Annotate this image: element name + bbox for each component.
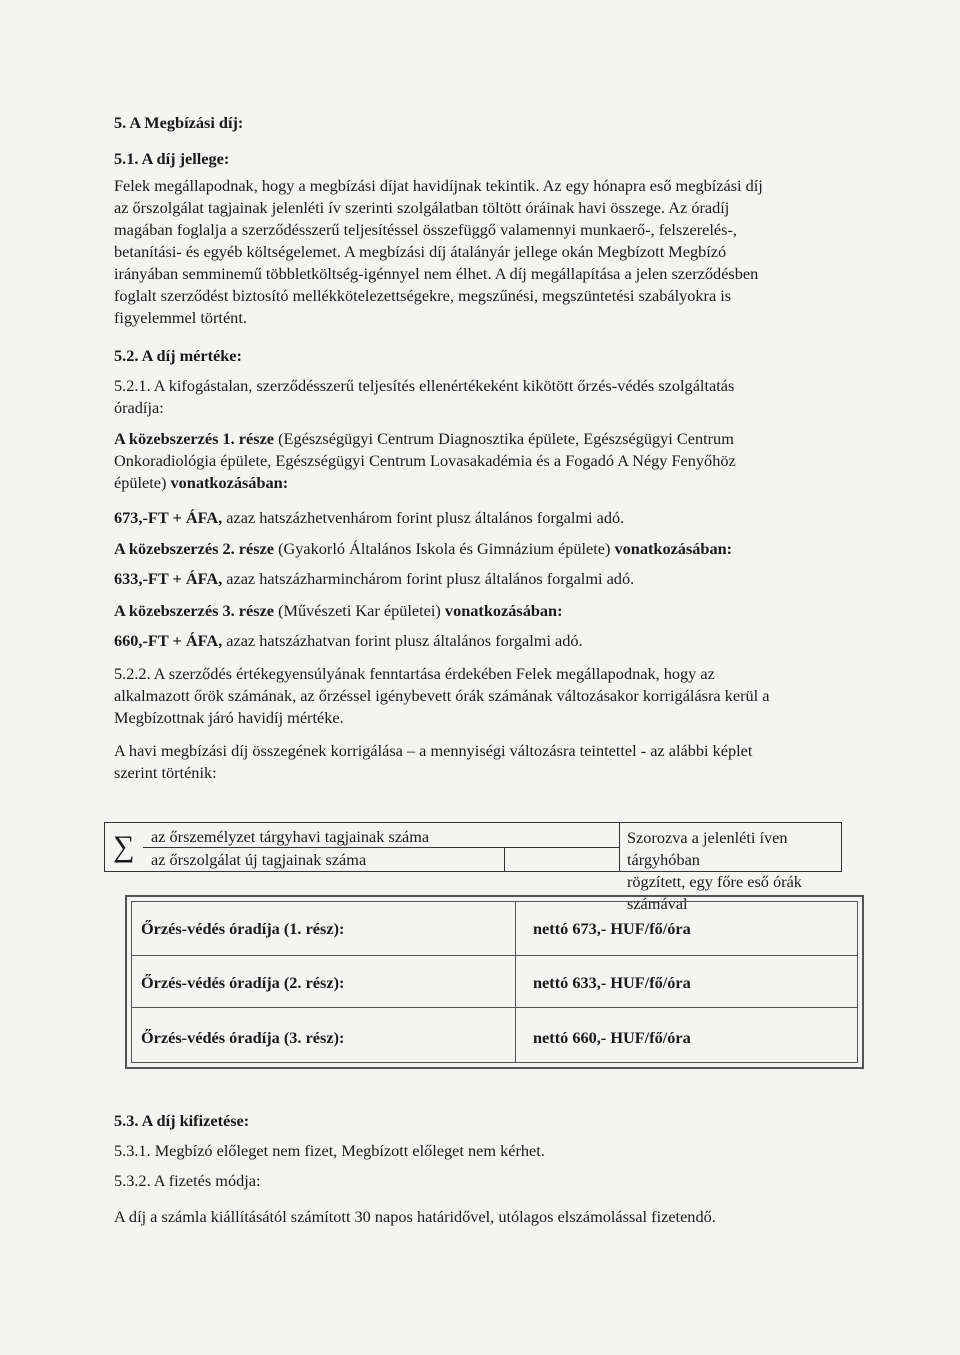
part-2-lead: A közebszerzés 2. része [114,539,275,558]
text-line: foglalt szerződést biztosító mellékkötelezettségekre, megszűnési, megszüntetési szabályokra is [114,286,732,305]
formula-denominator: az őrszolgálat új tagjainak száma [151,850,367,869]
part-1-price-words: azaz hatszázhetvenhárom forint plusz általános forgalmi adó. [222,508,625,527]
part-3-price-line [114,630,884,652]
part-2-price-words: azaz hatszázharminchárom forint plusz általános forgalmi adó. [222,569,635,588]
text-line: figyelemmel történt. [114,308,247,327]
rate-label-part-2: Őrzés-védés óradíja (2. rész): [141,973,345,992]
paragraph-5-3-1: 5.3.1. Megbízó előleget nem fizet, Megbízott előleget nem kérhet. [114,1141,545,1160]
part-3-line [114,600,884,622]
rate-table-row-divider [131,955,858,956]
text-line: Onkoradiológia épülete, Egészségügyi Centrum Lovasakadémia és a Fogadó A Négy Fenyőhöz [114,451,736,470]
paragraph-5-2-1 [114,375,884,419]
rate-table-row-divider [131,1007,858,1008]
part-1-block [114,428,884,494]
part-1-lead: A közebszerzés 1. része [114,429,275,448]
text-line: 5.2.1. A kifogástalan, szerződésszerű teljesítés ellenértékeként kikötött őrzés-védés szolgáltatás [114,376,735,395]
payment-terms: A díj a számla kiállításától számított 30 napos határidővel, utólagos elszámolással fizetendő. [114,1207,716,1226]
part-1-tail: vonatkozásában: [170,473,289,492]
rate-label-part-3: Őrzés-védés óradíja (3. rész): [141,1028,345,1047]
subsection-5-1-title: 5.1. A díj jellege: [114,149,230,168]
sigma-cell [105,823,143,871]
text-line: 5.2.2. A szerződés értékegyensúlyának fenntartása érdekében Felek megállapodnak, hogy az [114,664,715,683]
part-2-tail: vonatkozásában: [614,539,733,558]
formula-fraction [143,823,620,871]
part-2-desc: (Gyakorló Általános Iskola és Gimnázium épülete) [274,539,615,558]
text-line: betanítási- és egyéb költségelemet. A megbízási díj átalányár jellege okán Megbízott Megbízó [114,242,727,261]
text-line: magában foglalja a szerződésszerű teljesítéssel összefüggő valamennyi munkaerő-, felszerelés-, [114,220,737,239]
formula-numerator: az őrszemélyzet tárgyhavi tagjainak száma [151,827,430,846]
rate-value-part-1: nettó 673,- HUF/fő/óra [533,919,691,938]
part-2-price: 633,-FT + ÁFA, [114,569,223,588]
text-line: A havi megbízási díj összegének korrigálása – a mennyiségi változásra teintettel - az alábbi képlet [114,741,753,760]
paragraph-5-1 [114,175,884,329]
text-line [114,428,884,450]
section-title: 5. A Megbízási díj: [114,113,244,132]
part-1-desc-end: épülete) [114,473,171,492]
text-line: Felek megállapodnak, hogy a megbízási díjat havidíjnak tekintik. Az egy hónapra eső megbízási díj [114,176,763,195]
formula-intro [114,740,884,784]
part-1-price: 673,-FT + ÁFA, [114,508,223,527]
correction-formula-table [104,822,842,913]
part-2-line [114,538,884,560]
rate-value-part-3: nettó 660,- HUF/fő/óra [533,1028,691,1047]
rate-value-part-2: nettó 633,- HUF/fő/óra [533,973,691,992]
text-line: rögzített, egy főre eső órák számával [627,872,802,913]
subsection-5-2-title: 5.2. A díj mértéke: [114,346,242,365]
part-1-desc: (Egészségügyi Centrum Diagnosztika épülete, Egészségügyi Centrum [274,429,734,448]
hourly-rate-table [125,895,864,1069]
text-line [114,472,884,494]
text-line: óradíja: [114,398,164,417]
text-line: Megbízottnak járó havidíj mértéke. [114,708,344,727]
part-3-price: 660,-FT + ÁFA, [114,631,223,650]
part-3-price-words: azaz hatszázhatvan forint plusz általános forgalmi adó. [222,631,583,650]
text-line: szerint történik: [114,763,217,782]
part-2-price-line [114,568,884,590]
text-line: Szorozva a jelenléti íven tárgyhóban [627,828,788,869]
part-3-tail: vonatkozásában: [444,601,563,620]
sigma-symbol: ∑ [113,830,135,863]
paragraph-5-2-2 [114,663,884,729]
rate-table-column-divider [515,901,516,1063]
text-line: alkalmazott őrök számának, az őrzéssel igénybevett órák számának változásakor korrigálásra kerül a [114,686,770,705]
rate-label-part-1: Őrzés-védés óradíja (1. rész): [141,919,345,938]
part-1-price-line [114,507,884,529]
text-line: az őrszolgálat tagjainak jelenléti ív szerinti szolgálatban töltött óráinak havi összege. Az óradíj [114,198,730,217]
subsection-5-3-title: 5.3. A díj kifizetése: [114,1111,250,1130]
paragraph-5-3-2: 5.3.2. A fizetés módja: [114,1171,261,1190]
part-3-desc: (Művészeti Kar épületei) [274,601,445,620]
text-line: irányában semminemű többletköltség-igénnyel nem élhet. A díj megállapítása a jelen szerződésben [114,264,759,283]
part-3-lead: A közebszerzés 3. része [114,601,275,620]
